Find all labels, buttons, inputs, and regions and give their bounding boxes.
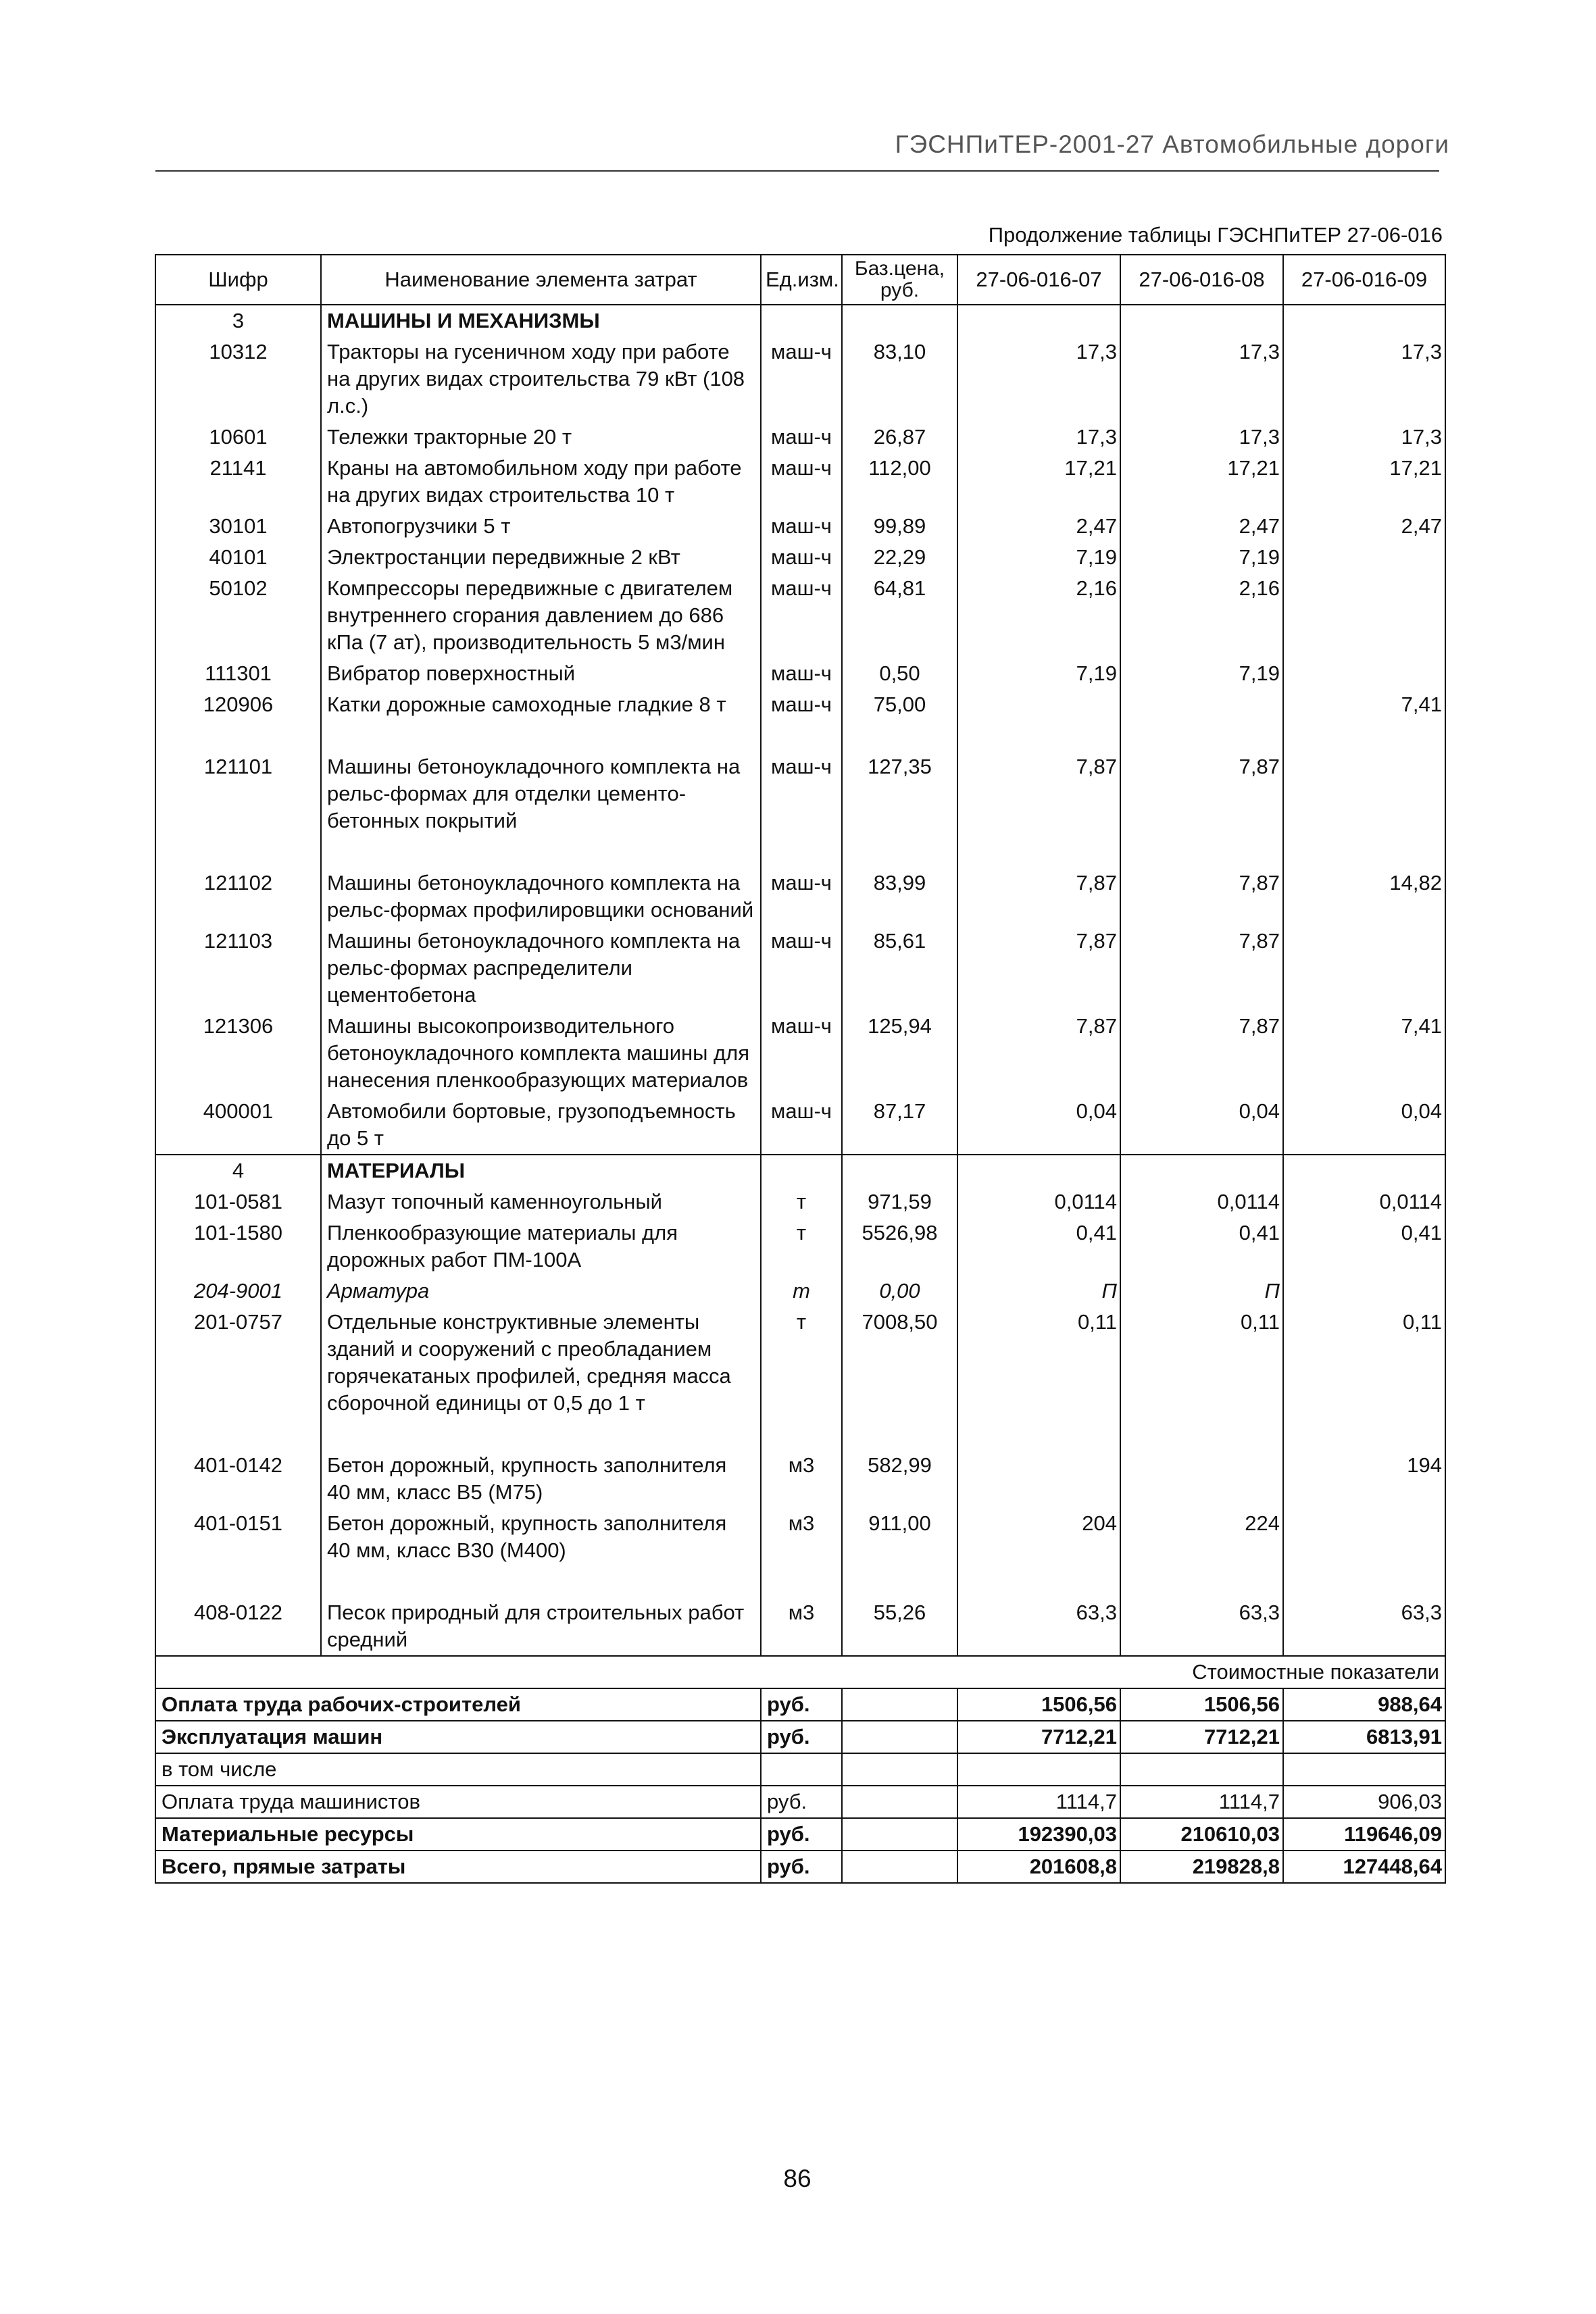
norm-value-09: 0,04: [1283, 1096, 1445, 1155]
summary-row: [155, 1786, 1445, 1818]
norm-value-08: 224: [1120, 1508, 1283, 1566]
summary-value-07: 192390,03: [957, 1818, 1120, 1851]
summary-value-09: [1283, 1753, 1445, 1786]
spacer-cell: [957, 720, 1120, 751]
norm-value-09: 0,41: [1283, 1217, 1445, 1276]
spacer-cell: [321, 1419, 761, 1450]
base-price: 911,00: [842, 1508, 957, 1566]
unit: маш-ч: [761, 1096, 842, 1155]
unit: маш-ч: [761, 1011, 842, 1096]
summary-value-09: 906,03: [1283, 1786, 1445, 1818]
unit: т: [761, 1276, 842, 1307]
column-header-name: Наименование элемента затрат: [321, 255, 761, 305]
summary-title: Стоимостные показатели: [155, 1656, 1445, 1688]
norm-value-09: 0,11: [1283, 1307, 1445, 1419]
summary-row: [155, 1818, 1445, 1851]
unit: м3: [761, 1597, 842, 1656]
resource-name: Машины бетоноукладочного комплекта на рельс-формах для отделки цементо-бетонных покрытий: [321, 751, 761, 836]
base-price: 971,59: [842, 1186, 957, 1217]
section-number: 4: [155, 1155, 321, 1186]
column-header-code: Шифр: [155, 255, 321, 305]
summary-row: [155, 1721, 1445, 1753]
section-row: [155, 1155, 1445, 1186]
empty-cell: [761, 1155, 842, 1186]
column-header-row: [155, 255, 1445, 305]
table-row: [155, 1186, 1445, 1217]
norm-value-07: 7,87: [957, 1011, 1120, 1096]
unit: т: [761, 1186, 842, 1217]
resource-name: Арматура: [321, 1276, 761, 1307]
resource-name: Краны на автомобильном ходу при работе на других видах строительства 10 т: [321, 453, 761, 511]
resource-name: Бетон дорожный, крупность заполнителя 40 мм, класс В5 (М75): [321, 1450, 761, 1508]
spacer-cell: [321, 720, 761, 751]
norm-value-07: [957, 689, 1120, 720]
resource-name: Тележки тракторные 20 т: [321, 422, 761, 453]
column-header-norm-08: 27-06-016-08: [1120, 255, 1283, 305]
norm-value-08: [1120, 1450, 1283, 1508]
resource-code: 204-9001: [155, 1276, 321, 1307]
spacer-cell: [957, 1419, 1120, 1450]
section-number: 3: [155, 305, 321, 336]
base-price: 75,00: [842, 689, 957, 720]
spacer-cell: [155, 836, 321, 867]
base-price: 5526,98: [842, 1217, 957, 1276]
empty-cell: [842, 1155, 957, 1186]
norm-value-07: 17,3: [957, 336, 1120, 422]
table-row: [155, 1307, 1445, 1419]
table-row: [155, 1508, 1445, 1566]
resource-code: 21141: [155, 453, 321, 511]
resource-code: 121102: [155, 867, 321, 926]
unit: маш-ч: [761, 511, 842, 542]
unit: маш-ч: [761, 336, 842, 422]
section-row: [155, 305, 1445, 336]
norm-value-08: 7,87: [1120, 1011, 1283, 1096]
norm-value-07: 63,3: [957, 1597, 1120, 1656]
base-price: 22,29: [842, 542, 957, 573]
summary-value-07: [957, 1753, 1120, 1786]
norm-value-07: 7,19: [957, 658, 1120, 689]
resource-name: Компрессоры передвижные с двигателем внутреннего сгорания давлением до 686 кПа (7 ат), производительность 5 м3/мин: [321, 573, 761, 658]
resource-code: 401-0151: [155, 1508, 321, 1566]
table-body: [155, 305, 1445, 1883]
norm-value-07: 7,87: [957, 867, 1120, 926]
summary-label: Эксплуатация машин: [155, 1721, 761, 1753]
summary-label: в том числе: [155, 1753, 761, 1786]
base-price: 87,17: [842, 1096, 957, 1155]
resource-code: 121101: [155, 751, 321, 836]
summary-row: [155, 1851, 1445, 1883]
norm-value-09: [1283, 926, 1445, 1011]
header-rule: [155, 170, 1439, 172]
base-price: 85,61: [842, 926, 957, 1011]
table-row: [155, 689, 1445, 720]
norm-value-09: 194: [1283, 1450, 1445, 1508]
summary-value-07: 1114,7: [957, 1786, 1120, 1818]
resource-name: Машины бетоноукладочного комплекта на рельс-формах распределители цементобетона: [321, 926, 761, 1011]
section-title: МАШИНЫ И МЕХАНИЗМЫ: [321, 305, 761, 336]
empty-cell: [842, 1786, 957, 1818]
norm-value-07: 0,04: [957, 1096, 1120, 1155]
spacer-cell: [1283, 720, 1445, 751]
norm-value-08: 7,87: [1120, 867, 1283, 926]
spacer-cell: [842, 720, 957, 751]
summary-unit: руб.: [761, 1818, 842, 1851]
norm-value-08: 17,3: [1120, 422, 1283, 453]
summary-value-07: 1506,56: [957, 1688, 1120, 1721]
table-row: [155, 511, 1445, 542]
empty-cell: [1283, 305, 1445, 336]
summary-label: Всего, прямые затраты: [155, 1851, 761, 1883]
norm-value-07: 17,3: [957, 422, 1120, 453]
norm-value-08: 63,3: [1120, 1597, 1283, 1656]
base-price: 7008,50: [842, 1307, 957, 1419]
summary-unit: [761, 1753, 842, 1786]
table-row: [155, 1450, 1445, 1508]
spacer-cell: [321, 836, 761, 867]
resource-name: Вибратор поверхностный: [321, 658, 761, 689]
resource-code: 201-0757: [155, 1307, 321, 1419]
resource-name: Пленкообразующие материалы для дорожных работ ПМ-100А: [321, 1217, 761, 1276]
empty-cell: [957, 1155, 1120, 1186]
resource-name: Песок природный для строительных работ средний: [321, 1597, 761, 1656]
empty-cell: [957, 305, 1120, 336]
unit: маш-ч: [761, 926, 842, 1011]
norm-value-08: 7,87: [1120, 926, 1283, 1011]
spacer-cell: [957, 1566, 1120, 1597]
spacer-cell: [1283, 836, 1445, 867]
resource-cost-table: [155, 254, 1446, 1884]
spacer-cell: [1120, 1419, 1283, 1450]
table-row: [155, 1276, 1445, 1307]
base-price: 55,26: [842, 1597, 957, 1656]
norm-value-08: 0,0114: [1120, 1186, 1283, 1217]
summary-value-08: 1506,56: [1120, 1688, 1283, 1721]
summary-value-09: 988,64: [1283, 1688, 1445, 1721]
spacer-cell: [761, 1566, 842, 1597]
norm-value-08: П: [1120, 1276, 1283, 1307]
resource-name: Машины бетоноукладочного комплекта на рельс-формах профилировщики оснований: [321, 867, 761, 926]
spacer-cell: [761, 1419, 842, 1450]
summary-row: [155, 1688, 1445, 1721]
resource-code: 121306: [155, 1011, 321, 1096]
table-row: [155, 1096, 1445, 1155]
column-header-norm-09: 27-06-016-09: [1283, 255, 1445, 305]
resource-name: Тракторы на гусеничном ходу при работе на других видах строительства 79 кВт (108 л.с.): [321, 336, 761, 422]
resource-name: Автопогрузчики 5 т: [321, 511, 761, 542]
section-title: МАТЕРИАЛЫ: [321, 1155, 761, 1186]
resource-code: 120906: [155, 689, 321, 720]
spacer-cell: [761, 720, 842, 751]
summary-row: [155, 1753, 1445, 1786]
resource-name: Бетон дорожный, крупность заполнителя 40 мм, класс В30 (М400): [321, 1508, 761, 1566]
base-price: 83,99: [842, 867, 957, 926]
norm-value-07: П: [957, 1276, 1120, 1307]
base-price: 112,00: [842, 453, 957, 511]
spacer-cell: [957, 836, 1120, 867]
summary-unit: руб.: [761, 1721, 842, 1753]
table-row: [155, 1217, 1445, 1276]
resource-name: Отдельные конструктивные элементы зданий и сооружений с преобладанием горячекатаных профилей, средняя масса сборочной единицы от 0,5 до 1 т: [321, 1307, 761, 1419]
unit: м3: [761, 1450, 842, 1508]
spacer-cell: [1283, 1419, 1445, 1450]
table-row: [155, 542, 1445, 573]
summary-label: Материальные ресурсы: [155, 1818, 761, 1851]
summary-value-08: 219828,8: [1120, 1851, 1283, 1883]
table-row: [155, 926, 1445, 1011]
spacer-row: [155, 720, 1445, 751]
empty-cell: [842, 1688, 957, 1721]
resource-code: 401-0142: [155, 1450, 321, 1508]
summary-value-07: 7712,21: [957, 1721, 1120, 1753]
table-continuation-caption: Продолжение таблицы ГЭСНПиТЕР 27-06-016: [988, 223, 1443, 247]
unit: маш-ч: [761, 658, 842, 689]
summary-label: Оплата труда машинистов: [155, 1786, 761, 1818]
resource-code: 10312: [155, 336, 321, 422]
norm-value-09: 63,3: [1283, 1597, 1445, 1656]
norm-value-08: [1120, 689, 1283, 720]
spacer-row: [155, 1566, 1445, 1597]
norm-value-09: 14,82: [1283, 867, 1445, 926]
spacer-cell: [155, 1419, 321, 1450]
norm-value-08: 0,11: [1120, 1307, 1283, 1419]
spacer-cell: [1283, 1566, 1445, 1597]
resource-code: 101-1580: [155, 1217, 321, 1276]
norm-value-09: 17,21: [1283, 453, 1445, 511]
unit: маш-ч: [761, 573, 842, 658]
norm-value-09: 0,0114: [1283, 1186, 1445, 1217]
norm-value-08: 7,19: [1120, 658, 1283, 689]
norm-value-09: [1283, 542, 1445, 573]
empty-cell: [842, 305, 957, 336]
table-row: [155, 1011, 1445, 1096]
norm-value-07: 2,16: [957, 573, 1120, 658]
spacer-cell: [842, 1566, 957, 1597]
norm-value-07: 0,0114: [957, 1186, 1120, 1217]
spacer-cell: [1120, 720, 1283, 751]
empty-cell: [1120, 1155, 1283, 1186]
column-header-unit: Ед.изм.: [761, 255, 842, 305]
summary-value-08: [1120, 1753, 1283, 1786]
unit: т: [761, 1307, 842, 1419]
empty-cell: [761, 305, 842, 336]
table-row: [155, 573, 1445, 658]
norm-value-07: [957, 1450, 1120, 1508]
resource-code: 408-0122: [155, 1597, 321, 1656]
base-price: 127,35: [842, 751, 957, 836]
spacer-cell: [842, 1419, 957, 1450]
resource-name: Мазут топочный каменноугольный: [321, 1186, 761, 1217]
resource-name: Автомобили бортовые, грузоподъемность до 5 т: [321, 1096, 761, 1155]
table-row: [155, 751, 1445, 836]
spacer-cell: [321, 1566, 761, 1597]
summary-value-09: 6813,91: [1283, 1721, 1445, 1753]
base-price: 99,89: [842, 511, 957, 542]
empty-cell: [1120, 305, 1283, 336]
table-row: [155, 453, 1445, 511]
spacer-row: [155, 836, 1445, 867]
spacer-cell: [155, 1566, 321, 1597]
norm-value-08: 0,04: [1120, 1096, 1283, 1155]
summary-title-row: [155, 1656, 1445, 1688]
norm-value-07: 7,87: [957, 926, 1120, 1011]
norm-value-09: [1283, 573, 1445, 658]
base-price: 582,99: [842, 1450, 957, 1508]
resource-code: 101-0581: [155, 1186, 321, 1217]
empty-cell: [842, 1818, 957, 1851]
summary-unit: руб.: [761, 1786, 842, 1818]
table-row: [155, 336, 1445, 422]
resource-code: 30101: [155, 511, 321, 542]
norm-value-09: 17,3: [1283, 422, 1445, 453]
spacer-cell: [155, 720, 321, 751]
table-row: [155, 658, 1445, 689]
unit: маш-ч: [761, 751, 842, 836]
norm-value-09: 17,3: [1283, 336, 1445, 422]
norm-value-08: 7,19: [1120, 542, 1283, 573]
resource-code: 40101: [155, 542, 321, 573]
empty-cell: [842, 1753, 957, 1786]
summary-value-08: 210610,03: [1120, 1818, 1283, 1851]
norm-value-08: 7,87: [1120, 751, 1283, 836]
summary-unit: руб.: [761, 1851, 842, 1883]
unit: маш-ч: [761, 422, 842, 453]
running-header: ГЭСНПиТЕР-2001-27 Автомобильные дороги: [895, 130, 1449, 158]
page-number: 86: [783, 2165, 812, 2192]
resource-code: 10601: [155, 422, 321, 453]
empty-cell: [842, 1851, 957, 1883]
norm-value-08: 17,3: [1120, 336, 1283, 422]
summary-value-09: 127448,64: [1283, 1851, 1445, 1883]
spacer-cell: [1120, 836, 1283, 867]
resource-name: Электростанции передвижные 2 кВт: [321, 542, 761, 573]
resource-code: 111301: [155, 658, 321, 689]
norm-value-09: 2,47: [1283, 511, 1445, 542]
empty-cell: [842, 1721, 957, 1753]
spacer-row: [155, 1419, 1445, 1450]
norm-value-07: 204: [957, 1508, 1120, 1566]
base-price: 83,10: [842, 336, 957, 422]
unit: маш-ч: [761, 453, 842, 511]
unit: маш-ч: [761, 542, 842, 573]
norm-value-09: [1283, 1276, 1445, 1307]
summary-unit: руб.: [761, 1688, 842, 1721]
resource-code: 50102: [155, 573, 321, 658]
base-price: 125,94: [842, 1011, 957, 1096]
table-row: [155, 422, 1445, 453]
summary-value-07: 201608,8: [957, 1851, 1120, 1883]
norm-value-09: 7,41: [1283, 689, 1445, 720]
norm-value-08: 2,47: [1120, 511, 1283, 542]
base-price: 26,87: [842, 422, 957, 453]
spacer-cell: [842, 836, 957, 867]
summary-label: Оплата труда рабочих-строителей: [155, 1688, 761, 1721]
resource-code: 121103: [155, 926, 321, 1011]
resource-code: 400001: [155, 1096, 321, 1155]
table-row: [155, 1597, 1445, 1656]
norm-value-08: 17,21: [1120, 453, 1283, 511]
unit: м3: [761, 1508, 842, 1566]
unit: маш-ч: [761, 689, 842, 720]
summary-value-08: 1114,7: [1120, 1786, 1283, 1818]
norm-value-07: 7,19: [957, 542, 1120, 573]
column-header-price: Баз.цена, руб.: [842, 255, 957, 305]
norm-value-07: 0,41: [957, 1217, 1120, 1276]
unit: т: [761, 1217, 842, 1276]
norm-value-07: 17,21: [957, 453, 1120, 511]
empty-cell: [1283, 1155, 1445, 1186]
norm-value-09: 7,41: [1283, 1011, 1445, 1096]
norm-value-09: [1283, 1508, 1445, 1566]
norm-value-08: 2,16: [1120, 573, 1283, 658]
norm-value-07: 7,87: [957, 751, 1120, 836]
resource-name: Катки дорожные самоходные гладкие 8 т: [321, 689, 761, 720]
norm-value-09: [1283, 751, 1445, 836]
norm-value-09: [1283, 658, 1445, 689]
base-price: 0,50: [842, 658, 957, 689]
summary-value-08: 7712,21: [1120, 1721, 1283, 1753]
summary-value-09: 119646,09: [1283, 1818, 1445, 1851]
base-price: 0,00: [842, 1276, 957, 1307]
norm-value-07: 0,11: [957, 1307, 1120, 1419]
base-price: 64,81: [842, 573, 957, 658]
column-header-norm-07: 27-06-016-07: [957, 255, 1120, 305]
norm-value-08: 0,41: [1120, 1217, 1283, 1276]
norm-value-07: 2,47: [957, 511, 1120, 542]
spacer-cell: [761, 836, 842, 867]
spacer-cell: [1120, 1566, 1283, 1597]
table-row: [155, 867, 1445, 926]
unit: маш-ч: [761, 867, 842, 926]
resource-name: Машины высокопроизводительного бетоноукладочного комплекта машины для нанесения пленкообразующих материалов: [321, 1011, 761, 1096]
